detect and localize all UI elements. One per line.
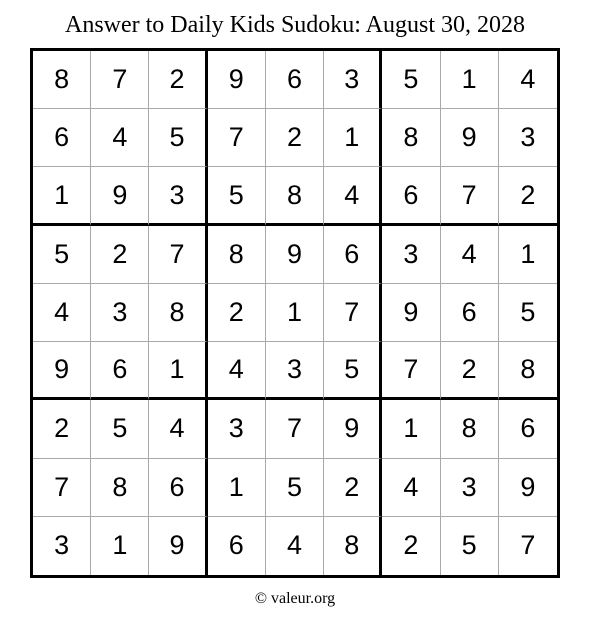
sudoku-cell-r3-c3: 3 bbox=[149, 167, 207, 225]
sudoku-cell-r6-c3: 1 bbox=[149, 342, 207, 400]
sudoku-cell-r2-c8: 9 bbox=[441, 109, 499, 167]
sudoku-cell-r8-c9: 9 bbox=[499, 459, 557, 517]
sudoku-cell-r1-c1: 8 bbox=[33, 51, 91, 109]
sudoku-cell-r9-c8: 5 bbox=[441, 517, 499, 575]
sudoku-cell-r2-c3: 5 bbox=[149, 109, 207, 167]
sudoku-cell-r6-c9: 8 bbox=[499, 342, 557, 400]
sudoku-cell-r4-c5: 9 bbox=[266, 226, 324, 284]
sudoku-cell-r1-c6: 3 bbox=[324, 51, 382, 109]
page-title: Answer to Daily Kids Sudoku: August 30, 2028 bbox=[64, 12, 525, 38]
copyright-footer: © valeur.org bbox=[254, 590, 336, 607]
sudoku-cell-r7-c3: 4 bbox=[149, 400, 207, 458]
sudoku-cell-r6-c7: 7 bbox=[382, 342, 440, 400]
sudoku-cell-r9-c7: 2 bbox=[382, 517, 440, 575]
sudoku-cell-r7-c2: 5 bbox=[91, 400, 149, 458]
sudoku-cell-r4-c6: 6 bbox=[324, 226, 382, 284]
sudoku-cell-r2-c6: 1 bbox=[324, 109, 382, 167]
sudoku-cell-r8-c7: 4 bbox=[382, 459, 440, 517]
sudoku-cell-r5-c4: 2 bbox=[208, 284, 266, 342]
sudoku-cell-r3-c8: 7 bbox=[441, 167, 499, 225]
sudoku-cell-r7-c4: 3 bbox=[208, 400, 266, 458]
sudoku-cell-r7-c1: 2 bbox=[33, 400, 91, 458]
sudoku-cell-r1-c5: 6 bbox=[266, 51, 324, 109]
sudoku-cell-r5-c7: 9 bbox=[382, 284, 440, 342]
sudoku-cell-r4-c4: 8 bbox=[208, 226, 266, 284]
sudoku-cell-r7-c6: 9 bbox=[324, 400, 382, 458]
sudoku-cell-r1-c9: 4 bbox=[499, 51, 557, 109]
sudoku-cell-r6-c5: 3 bbox=[266, 342, 324, 400]
sudoku-cell-r6-c8: 2 bbox=[441, 342, 499, 400]
sudoku-cell-r3-c6: 4 bbox=[324, 167, 382, 225]
sudoku-cell-r5-c2: 3 bbox=[91, 284, 149, 342]
sudoku-cell-r9-c6: 8 bbox=[324, 517, 382, 575]
sudoku-cell-r3-c2: 9 bbox=[91, 167, 149, 225]
sudoku-cell-r6-c4: 4 bbox=[208, 342, 266, 400]
sudoku-cell-r1-c4: 9 bbox=[208, 51, 266, 109]
sudoku-cell-r8-c8: 3 bbox=[441, 459, 499, 517]
sudoku-cell-r2-c7: 8 bbox=[382, 109, 440, 167]
sudoku-cell-r7-c5: 7 bbox=[266, 400, 324, 458]
sudoku-cell-r8-c3: 6 bbox=[149, 459, 207, 517]
sudoku-cell-r9-c2: 1 bbox=[91, 517, 149, 575]
sudoku-cell-r3-c1: 1 bbox=[33, 167, 91, 225]
sudoku-cell-r5-c8: 6 bbox=[441, 284, 499, 342]
sudoku-board bbox=[30, 48, 560, 578]
sudoku-cell-r1-c8: 1 bbox=[441, 51, 499, 109]
sudoku-cell-r6-c2: 6 bbox=[91, 342, 149, 400]
sudoku-cell-r2-c4: 7 bbox=[208, 109, 266, 167]
sudoku-cell-r7-c7: 1 bbox=[382, 400, 440, 458]
sudoku-cell-r9-c9: 7 bbox=[499, 517, 557, 575]
sudoku-cell-r5-c6: 7 bbox=[324, 284, 382, 342]
sudoku-cell-r4-c7: 3 bbox=[382, 226, 440, 284]
sudoku-cell-r7-c8: 8 bbox=[441, 400, 499, 458]
sudoku-cell-r1-c7: 5 bbox=[382, 51, 440, 109]
sudoku-cell-r9-c5: 4 bbox=[266, 517, 324, 575]
sudoku-cell-r8-c2: 8 bbox=[91, 459, 149, 517]
sudoku-cell-r6-c1: 9 bbox=[33, 342, 91, 400]
sudoku-cell-r2-c1: 6 bbox=[33, 109, 91, 167]
sudoku-cell-r7-c9: 6 bbox=[499, 400, 557, 458]
sudoku-cell-r3-c9: 2 bbox=[499, 167, 557, 225]
sudoku-cell-r5-c1: 4 bbox=[33, 284, 91, 342]
sudoku-cell-r2-c5: 2 bbox=[266, 109, 324, 167]
sudoku-cell-r3-c4: 5 bbox=[208, 167, 266, 225]
sudoku-cell-r4-c3: 7 bbox=[149, 226, 207, 284]
sudoku-cell-r2-c2: 4 bbox=[91, 109, 149, 167]
sudoku-cell-r4-c1: 5 bbox=[33, 226, 91, 284]
sudoku-cell-r8-c6: 2 bbox=[324, 459, 382, 517]
sudoku-cell-r5-c3: 8 bbox=[149, 284, 207, 342]
sudoku-cell-r1-c2: 7 bbox=[91, 51, 149, 109]
sudoku-cell-r3-c7: 6 bbox=[382, 167, 440, 225]
sudoku-cell-r8-c1: 7 bbox=[33, 459, 91, 517]
sudoku-cell-r8-c4: 1 bbox=[208, 459, 266, 517]
sudoku-cell-r5-c5: 1 bbox=[266, 284, 324, 342]
sudoku-cell-r2-c9: 3 bbox=[499, 109, 557, 167]
sudoku-cell-r4-c8: 4 bbox=[441, 226, 499, 284]
sudoku-cell-r6-c6: 5 bbox=[324, 342, 382, 400]
sudoku-cell-r9-c4: 6 bbox=[208, 517, 266, 575]
sudoku-cell-r5-c9: 5 bbox=[499, 284, 557, 342]
sudoku-cell-r9-c3: 9 bbox=[149, 517, 207, 575]
sudoku-cell-r4-c9: 1 bbox=[499, 226, 557, 284]
sudoku-cell-r9-c1: 3 bbox=[33, 517, 91, 575]
sudoku-cell-r4-c2: 2 bbox=[91, 226, 149, 284]
sudoku-cell-r1-c3: 2 bbox=[149, 51, 207, 109]
sudoku-cell-r8-c5: 5 bbox=[266, 459, 324, 517]
sudoku-cell-r3-c5: 8 bbox=[266, 167, 324, 225]
